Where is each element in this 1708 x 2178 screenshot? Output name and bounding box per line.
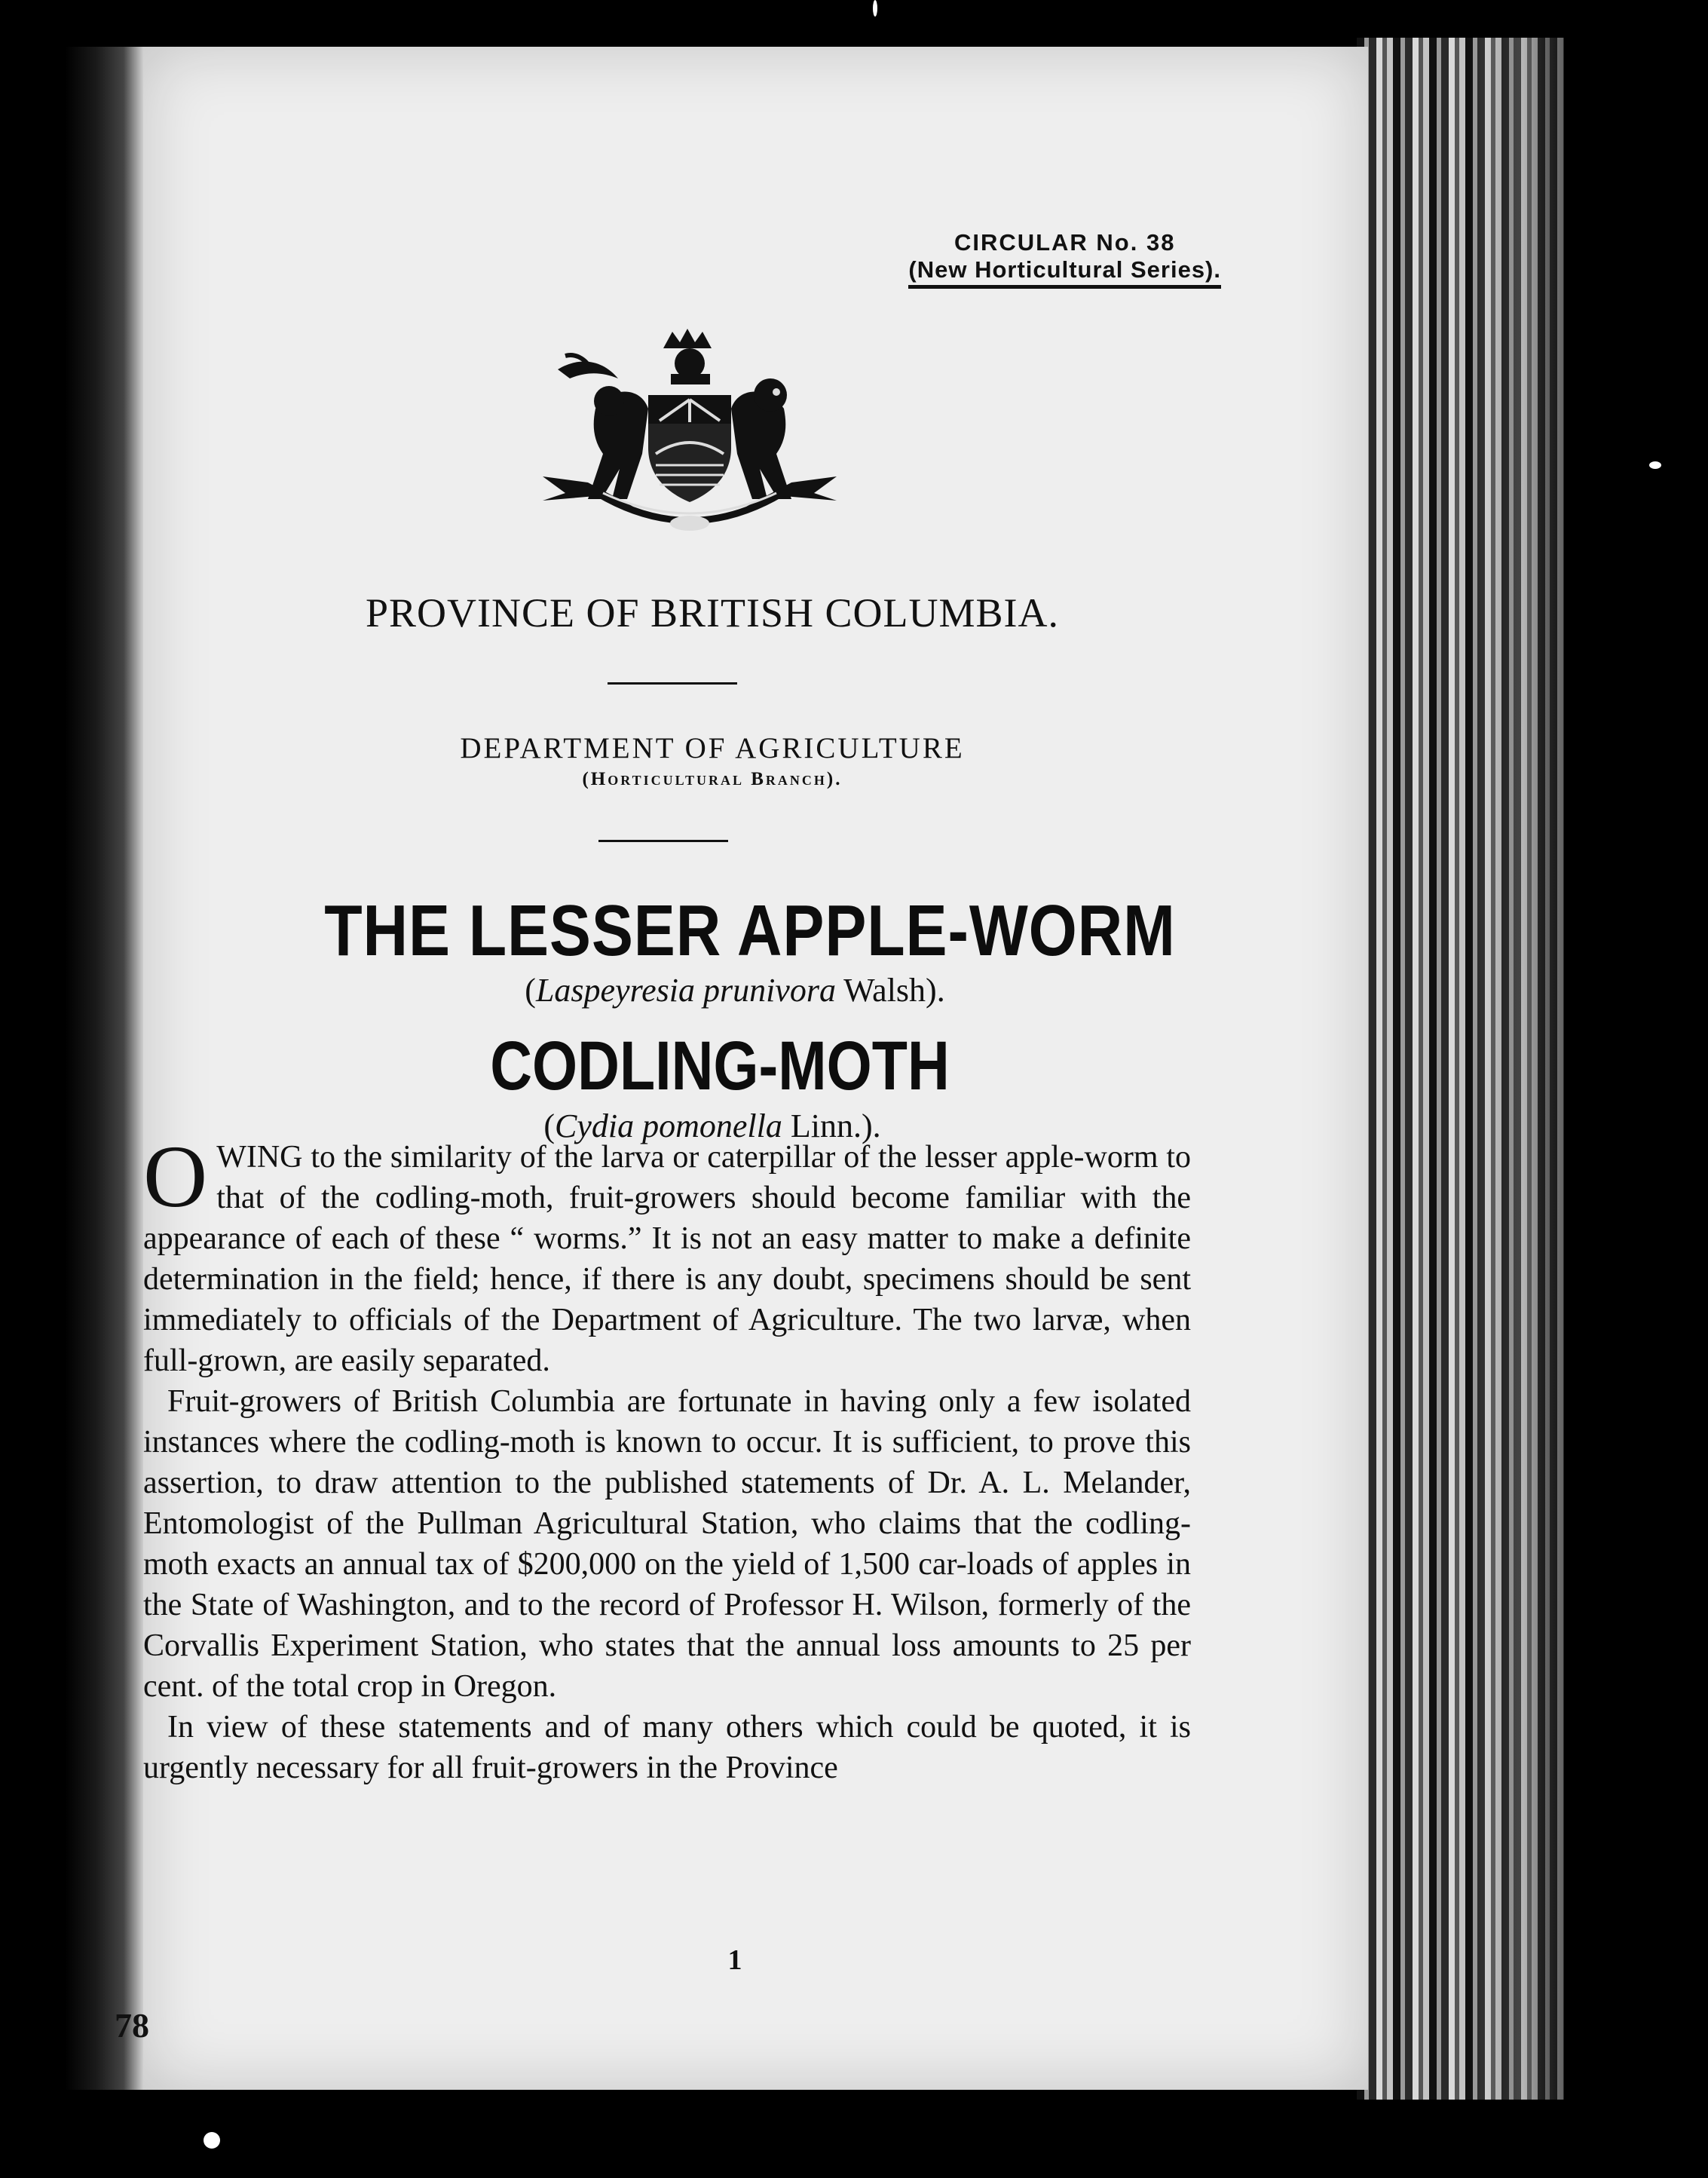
scan-speck	[1649, 461, 1661, 469]
body-text	[143, 1127, 1191, 1788]
circular-number	[908, 229, 1221, 289]
left-binding-edge	[65, 47, 143, 2090]
department-name: DEPARTMENT OF AGRICULTURE	[460, 732, 965, 764]
margin-number: 78	[115, 2006, 149, 2045]
province-heading: PROVINCE OF BRITISH COLUMBIA.	[365, 590, 1060, 636]
circular-line-2: (New Horticultural Series).	[908, 256, 1221, 289]
drop-cap: O	[143, 1127, 208, 1226]
second-title: CODLING-MOTH	[490, 1028, 950, 1104]
coat-of-arms-icon	[543, 326, 837, 544]
second-title-latin-author: Linn.).	[782, 1107, 881, 1144]
second-title-latin-genus: Cydia pomonella	[555, 1107, 782, 1144]
paragraph-3: In view of these statements and of many others which could be quoted, it is urgently necessary for all fruit-growers in the Province	[143, 1710, 1191, 1785]
scan-speck	[873, 0, 877, 17]
paragraph-1-text: WING to the similarity of the larva or caterpillar of the lesser apple-worm to that of the codling-moth, fruit-growers should become familiar with the appearance of each of these “ worms.” It is not an easy matter to make a definite determination in the field; hence, if there is any doubt, specimens should be sent immediately to officials of the Department of Agriculture. The two larvæ, when full-grown, are easily separated.	[143, 1140, 1191, 1378]
main-title: THE LESSER APPLE-WORM	[324, 890, 1176, 971]
second-title-latin: (Cydia pomonella Linn.).	[543, 1107, 881, 1144]
main-title-latin-author: Walsh).	[835, 972, 945, 1009]
page-number: 1	[727, 1944, 742, 1976]
main-title-latin-genus: Laspeyresia prunivora	[535, 972, 836, 1009]
paragraph-2: Fruit-growers of British Columbia are fortunate in having only a few isolated instances where the codling-moth is known to occur. It is sufficient, to prove this assertion, to draw attention to the published statements of Dr. A. L. Melander, Entomologist of the Pullman Agricultural Station, who claims that the codling-moth exacts an annual tax of $200,000 on the yield of 1,500 car-loads of apples in the State of Washington, and to the record of Professor H. Wilson, formerly of the Corvallis Experiment Station, who states that the annual loss amounts to 25 per cent. of the total crop in Oregon.	[143, 1384, 1191, 1704]
department-branch: (Horticultural Branch).	[582, 769, 843, 789]
divider-2	[598, 840, 728, 842]
page-edges	[1357, 38, 1564, 2100]
divider-1	[608, 682, 737, 685]
paragraph-1	[143, 1127, 1191, 1381]
scan-speck	[204, 2132, 220, 2149]
main-title-latin: (Laspeyresia prunivora Walsh).	[525, 972, 945, 1009]
circular-line-1: CIRCULAR No. 38	[953, 229, 1176, 256]
